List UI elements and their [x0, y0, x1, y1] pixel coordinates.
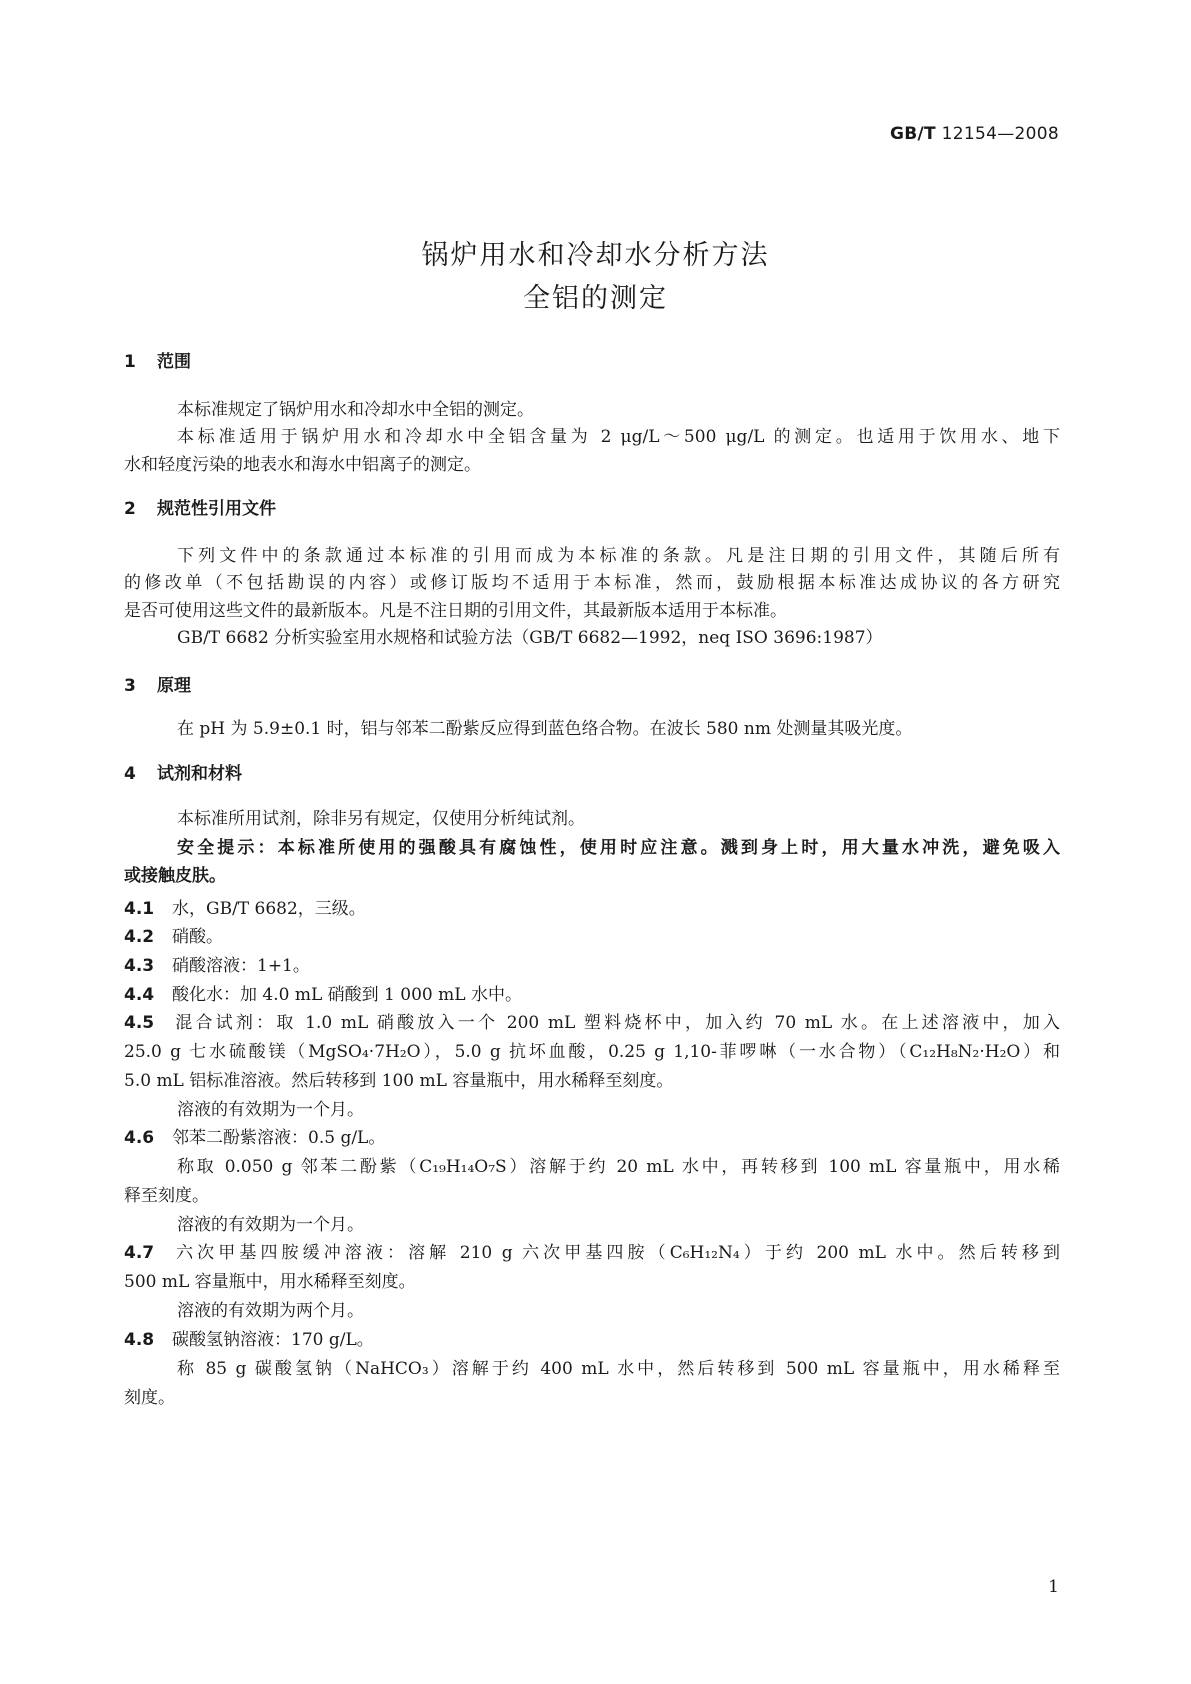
clause-4-2 [124, 924, 1060, 950]
safety-warning: 或接触皮肤。 [124, 866, 226, 886]
document-subtitle: 全铝的测定 [523, 283, 668, 314]
paragraph: 下列文件中的条款通过本标准的引用而成为本标准的条款。凡是注日期的引用文件，其随后所有 [177, 546, 1060, 566]
clause-4-3 [124, 953, 1060, 979]
clause-text: 硝酸溶液：1+1。 [172, 956, 310, 976]
clause-text: 酸化水：加 4.0 mL 硝酸到 1 000 mL 水中。 [172, 985, 522, 1005]
section-3-title: 原理 [157, 676, 191, 696]
clause-text: 硝酸。 [172, 927, 223, 947]
standard-code-number: 12154—2008 [941, 124, 1059, 144]
clause-text: 水，GB/T 6682，三级。 [172, 899, 366, 919]
section-2-heading [124, 496, 1060, 522]
paragraph: 称 85 g 碳酸氢钠（NaHCO₃）溶解于约 400 mL 水中，然后转移到 500 mL 容量瓶中，用水稀释至 [177, 1359, 1060, 1379]
paragraph: 在 pH 为 5.9±0.1 时，铝与邻苯二酚紫反应得到蓝色络合物。在波长 580 nm 处测量其吸光度。 [177, 719, 913, 739]
validity-note: 溶液的有效期为两个月。 [177, 1301, 364, 1321]
section-1-title: 范围 [157, 352, 191, 372]
clause-text: 邻苯二酚紫溶液：0.5 g/L。 [172, 1128, 386, 1148]
section-3-number: 3 [124, 676, 136, 696]
section-3-heading [124, 673, 1060, 699]
paragraph: 本标准规定了锅炉用水和冷却水中全铝的测定。 [177, 400, 534, 420]
paragraph: 释至刻度。 [124, 1186, 209, 1206]
clause-4-6 [124, 1125, 1060, 1151]
section-4-number: 4 [124, 764, 136, 784]
clause-number: 4.5 [124, 1013, 155, 1033]
section-1-heading [124, 349, 1060, 375]
paragraph: 5.0 mL 铝标准溶液。然后转移到 100 mL 容量瓶中，用水稀释至刻度。 [124, 1071, 674, 1091]
validity-note: 溶液的有效期为一个月。 [177, 1215, 364, 1235]
clause-4-4 [124, 982, 1060, 1008]
document-title: 锅炉用水和冷却水分析方法 [421, 240, 770, 271]
paragraph: 称取 0.050 g 邻苯二酚紫（C₁₉H₁₄O₇S）溶解于约 20 mL 水中，再转移到 100 mL 容量瓶中，用水稀 [177, 1157, 1060, 1177]
paragraph: 的修改单（不包括勘误的内容）或修订版均不适用于本标准，然而，鼓励根据本标准达成协议的各方研究 [124, 573, 1060, 593]
validity-note: 溶液的有效期为一个月。 [177, 1100, 364, 1120]
safety-warning: 安全提示：本标准所使用的强酸具有腐蚀性，使用时应注意。溅到身上时，用大量水冲洗，避免吸入 [177, 838, 1060, 858]
standard-code [890, 124, 1059, 144]
clause-number: 4.1 [124, 899, 155, 919]
standard-code-prefix: GB/T [890, 124, 936, 144]
clause-4-5 [124, 1010, 1060, 1036]
section-2-number: 2 [124, 499, 136, 519]
section-1-number: 1 [124, 352, 136, 372]
clause-text: 混合试剂：取 1.0 mL 硝酸放入一个 200 mL 塑料烧杯中，加入约 70 mL 水。在上述溶液中，加入 [172, 1013, 1060, 1033]
clause-4-7 [124, 1240, 1060, 1266]
paragraph: 本标准适用于锅炉用水和冷却水中全铝含量为 2 μg/L～500 μg/L 的测定。也适用于饮用水、地下 [177, 427, 1060, 447]
clause-number: 4.3 [124, 956, 155, 976]
paragraph: 是否可使用这些文件的最新版本。凡是不注日期的引用文件，其最新版本适用于本标准。 [124, 601, 787, 621]
paragraph: 本标准所用试剂，除非另有规定，仅使用分析纯试剂。 [177, 809, 585, 829]
paragraph: 刻度。 [124, 1388, 175, 1408]
clause-number: 4.2 [124, 927, 155, 947]
clause-text: 碳酸氢钠溶液：170 g/L。 [172, 1330, 374, 1350]
clause-4-8 [124, 1327, 1060, 1353]
normative-reference: GB/T 6682 分析实验室用水规格和试验方法（GB/T 6682—1992，neq ISO 3696:1987） [177, 628, 883, 648]
section-2-title: 规范性引用文件 [157, 499, 276, 519]
paragraph: 水和轻度污染的地表水和海水中铝离子的测定。 [124, 455, 481, 475]
section-4-title: 试剂和材料 [157, 764, 242, 784]
clause-number: 4.7 [124, 1243, 155, 1263]
clause-text: 六次甲基四胺缓冲溶液：溶解 210 g 六次甲基四胺（C₆H₁₂N₄）于约 200 mL 水中。然后转移到 [172, 1243, 1060, 1263]
clause-4-1 [124, 896, 1060, 922]
clause-number: 4.8 [124, 1330, 155, 1350]
clause-number: 4.6 [124, 1128, 155, 1148]
clause-number: 4.4 [124, 985, 155, 1005]
paragraph: 25.0 g 七水硫酸镁（MgSO₄·7H₂O），5.0 g 抗坏血酸，0.25 g 1,10-菲啰啉（一水合物）（C₁₂H₈N₂·H₂O）和 [124, 1042, 1060, 1062]
page-number: 1 [1048, 1577, 1059, 1597]
section-4-heading [124, 761, 1060, 787]
paragraph: 500 mL 容量瓶中，用水稀释至刻度。 [124, 1272, 416, 1292]
